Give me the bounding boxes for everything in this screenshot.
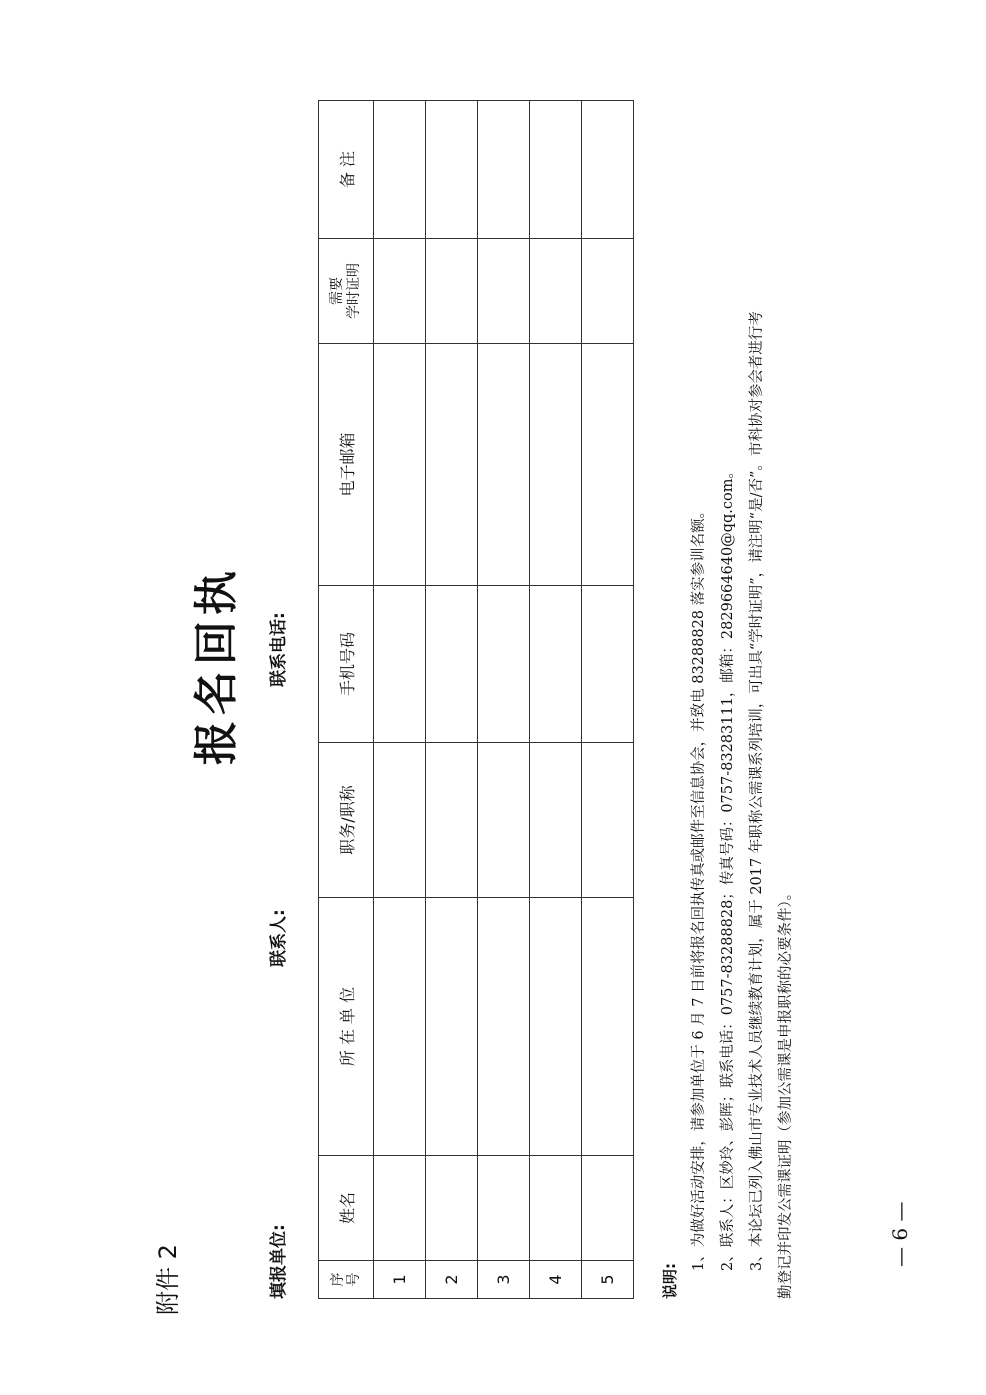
row-seq: 5 bbox=[582, 1261, 634, 1299]
cell-position[interactable] bbox=[582, 743, 634, 898]
cell-need-certificate[interactable] bbox=[374, 239, 426, 344]
row-seq: 1 bbox=[374, 1261, 426, 1299]
cell-email[interactable] bbox=[374, 344, 426, 586]
document-title: 报名回执 bbox=[191, 565, 242, 765]
notes-heading: 说明: bbox=[661, 1263, 679, 1299]
table-row bbox=[582, 101, 634, 1299]
header-name: 姓名 bbox=[319, 1156, 374, 1261]
cell-name[interactable] bbox=[478, 1156, 530, 1261]
header-seq-line2: 号 bbox=[346, 1272, 362, 1287]
header-organization: 所 在 单 位 bbox=[319, 898, 374, 1156]
header-remarks: 备 注 bbox=[319, 101, 374, 239]
cell-name[interactable] bbox=[530, 1156, 582, 1261]
cell-position[interactable] bbox=[426, 743, 478, 898]
note-item-2: 2、联系人：区妙玲、彭晖；联系电话：0757-83288828；传真号码：0757-83283111，邮箱：2829664640@qq.com。 bbox=[720, 464, 736, 1271]
contact-phone-label: 联系电话: bbox=[269, 612, 289, 687]
cell-name[interactable] bbox=[582, 1156, 634, 1261]
table-row bbox=[530, 101, 582, 1299]
table-header-row bbox=[319, 101, 374, 1299]
cell-position[interactable] bbox=[530, 743, 582, 898]
registration-table bbox=[318, 100, 634, 1299]
header-email: 电子邮箱 bbox=[319, 344, 374, 586]
header-seq bbox=[319, 1261, 374, 1299]
table-row bbox=[478, 101, 530, 1299]
table-row bbox=[426, 101, 478, 1299]
cell-remarks[interactable] bbox=[426, 101, 478, 239]
cell-position[interactable] bbox=[478, 743, 530, 898]
cell-mobile[interactable] bbox=[582, 586, 634, 743]
cell-name[interactable] bbox=[426, 1156, 478, 1261]
cell-mobile[interactable] bbox=[374, 586, 426, 743]
header-need-line1: 需要 bbox=[329, 277, 345, 305]
cell-email[interactable] bbox=[582, 344, 634, 586]
header-position: 职务/职称 bbox=[319, 743, 374, 898]
cell-remarks[interactable] bbox=[582, 101, 634, 239]
cell-mobile[interactable] bbox=[426, 586, 478, 743]
cell-mobile[interactable] bbox=[530, 586, 582, 743]
cell-organization[interactable] bbox=[530, 898, 582, 1156]
cell-email[interactable] bbox=[426, 344, 478, 586]
note-item-1: 1、为做好活动安排，请参加单位于 6 月 7 日前将报名回执传真或邮件至信息协会，并致电 83288828 落实参训名额。 bbox=[691, 503, 707, 1271]
reporting-unit-label: 填报单位: bbox=[269, 1224, 289, 1299]
row-seq: 2 bbox=[426, 1261, 478, 1299]
table-row bbox=[374, 101, 426, 1299]
cell-need-certificate[interactable] bbox=[530, 239, 582, 344]
cell-mobile[interactable] bbox=[478, 586, 530, 743]
row-seq: 4 bbox=[530, 1261, 582, 1299]
row-seq: 3 bbox=[478, 1261, 530, 1299]
cell-name[interactable] bbox=[374, 1156, 426, 1261]
header-need-certificate bbox=[319, 239, 374, 344]
header-seq-line1: 序 bbox=[330, 1272, 346, 1287]
notes-section bbox=[656, 69, 801, 1299]
header-mobile: 手机号码 bbox=[319, 586, 374, 743]
attachment-label: 附件 2 bbox=[154, 1244, 182, 1315]
cell-need-certificate[interactable] bbox=[478, 239, 530, 344]
cell-organization[interactable] bbox=[426, 898, 478, 1156]
cell-email[interactable] bbox=[478, 344, 530, 586]
cell-position[interactable] bbox=[374, 743, 426, 898]
header-need-line2: 学时证明 bbox=[346, 263, 362, 319]
cell-need-certificate[interactable] bbox=[426, 239, 478, 344]
cell-need-certificate[interactable] bbox=[582, 239, 634, 344]
cell-remarks[interactable] bbox=[478, 101, 530, 239]
cell-email[interactable] bbox=[530, 344, 582, 586]
cell-organization[interactable] bbox=[582, 898, 634, 1156]
cell-organization[interactable] bbox=[374, 898, 426, 1156]
cell-organization[interactable] bbox=[478, 898, 530, 1156]
note-item-3-continued: 勤登记并印发公需课证明（参加公需课是申报职称的必要条件）。 bbox=[778, 885, 794, 1299]
note-item-3: 3、本论坛已列入佛山市专业技术人员继续教育计划，属于 2017 年职称公需课系列培训，可出具“学时证明”，请注明“是/否”。市科协对参会者进行考 bbox=[749, 311, 765, 1271]
cell-remarks[interactable] bbox=[530, 101, 582, 239]
page-number: — 6 — bbox=[888, 1201, 912, 1267]
cell-remarks[interactable] bbox=[374, 101, 426, 239]
contact-person-label: 联系人: bbox=[269, 909, 289, 967]
